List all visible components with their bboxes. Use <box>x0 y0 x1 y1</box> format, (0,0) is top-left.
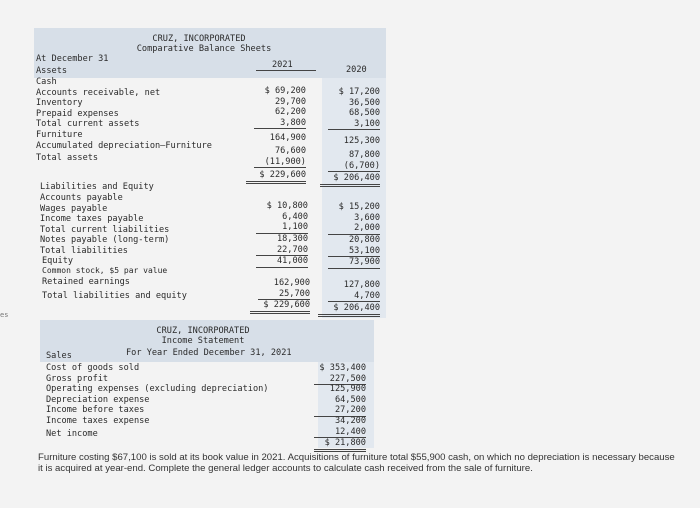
bs-row-label: Furniture <box>36 130 83 140</box>
is-value: 27,200 <box>314 405 366 417</box>
is-row-label: Sales <box>46 351 72 361</box>
bs-row-label: Accumulated depreciation—Furniture <box>36 140 212 151</box>
is-value: 34,200 <box>334 416 366 426</box>
bs-value-2020: $ 17,200 <box>338 87 380 97</box>
bs-col-2020: 2020 <box>346 65 367 75</box>
bs-value-2020: 73,900 <box>328 257 380 269</box>
is-value: 125,900 <box>329 384 366 395</box>
bs-value-2021: 164,900 <box>269 133 306 143</box>
bs-value-2021: 62,200 <box>274 107 306 118</box>
bs-row-label: Total current liabilities <box>40 224 170 235</box>
is-row-label: Operating expenses (excluding depreciation) <box>46 384 269 395</box>
is-value: 64,500 <box>334 394 366 405</box>
balance-sheet <box>34 28 386 318</box>
bs-value-2020: 53,100 <box>328 246 380 258</box>
is-row-label: Gross profit <box>46 373 109 384</box>
is-row-label: Depreciation expense <box>46 394 150 405</box>
bs-value-2020: 36,500 <box>348 97 380 108</box>
bs-row-label: Wages payable <box>40 203 108 214</box>
bs-assets-label: Assets <box>36 66 68 76</box>
bs-row-label: Notes payable (long-term) <box>40 235 170 246</box>
bs-row-label: Income taxes payable <box>40 214 144 225</box>
bs-value-2020: $ 15,200 <box>338 202 380 212</box>
bs-value-2021: $ 69,200 <box>264 86 306 96</box>
bs-value-2021: 18,300 <box>276 234 308 244</box>
income-statement <box>40 320 380 450</box>
bs-value-2021: 22,700 <box>256 245 308 257</box>
bs-value-2020: 4,700 <box>328 291 380 303</box>
is-value: $ 353,400 <box>319 363 366 373</box>
bs-value-2020: $ 206,400 <box>318 303 380 317</box>
bs-value-2020: 20,800 <box>348 235 380 245</box>
bs-value-2021: 25,700 <box>258 289 310 301</box>
bs-col-2021-rule <box>256 70 316 71</box>
bs-value-2021: $ 229,600 <box>250 300 310 314</box>
bs-value-2020: 3,100 <box>328 119 380 131</box>
bs-value-2020: 3,600 <box>354 212 380 223</box>
is-title: Income Statement <box>161 336 245 346</box>
is-row-label: Income before taxes <box>46 405 145 416</box>
is-row-label: Net income <box>46 429 98 439</box>
bs-value-2020: 127,800 <box>343 280 380 290</box>
is-company: CRUZ, INCORPORATED <box>156 326 250 336</box>
bs-title: Comparative Balance Sheets <box>136 44 272 54</box>
bs-value-2021: 41,000 <box>256 256 308 268</box>
is-value: $ 21,800 <box>314 438 366 452</box>
bs-value-2021: 29,700 <box>274 96 306 107</box>
bs-value-2021: 6,400 <box>282 211 308 222</box>
bs-value-2020: 125,300 <box>343 136 380 146</box>
bs-asset-2020 <box>34 87 386 193</box>
bs-row-label: Total liabilities <box>40 246 128 256</box>
bs-row-label: Inventory <box>36 98 83 109</box>
bs-value-2021: (11,900) <box>254 157 306 169</box>
bs-value-2021: 162,900 <box>273 278 310 288</box>
bs-row-label: Accounts payable <box>40 193 123 203</box>
is-value: 227,500 <box>314 374 366 386</box>
bs-row-label: Retained earnings <box>42 276 130 287</box>
bs-value-2021: 1,100 <box>256 222 308 234</box>
is-row-label: Income taxes expense <box>46 416 150 426</box>
is-value: 12,400 <box>314 427 366 439</box>
bs-value-2020: 2,000 <box>328 223 380 235</box>
bs-row-label: Total liabilities and equity <box>42 291 187 301</box>
bs-value-2021: 3,800 <box>254 118 306 130</box>
bs-row-label: Common stock, $5 par value <box>42 266 168 275</box>
problem-statement: Furniture costing $67,100 is sold at its book value in 2021. Acquisitions of furniture total $55,900 cash, on which no depreciation is necessary because it is acquired at year-end. Complete the general ledger accounts to calculate cash received from the sale of furniture. <box>38 452 675 475</box>
bs-row-label: Total current assets <box>36 119 140 130</box>
bs-value-2020: $ 206,400 <box>320 173 380 187</box>
bs-value-2020: (6,700) <box>328 161 380 173</box>
bs-col-2021: 2021 <box>272 60 293 70</box>
bs-row-label: Cash <box>36 77 57 87</box>
bs-liab-label: Liabilities and Equity <box>40 182 154 192</box>
margin-fragment: es <box>0 311 9 319</box>
is-row-label: Cost of goods sold <box>46 363 140 373</box>
is-period: For Year Ended December 31, 2021 <box>126 348 292 358</box>
bs-company: CRUZ, INCORPORATED <box>152 34 246 44</box>
bs-row-label: Prepaid expenses <box>36 108 119 119</box>
bs-value-2021: 76,600 <box>274 146 306 156</box>
bs-value-2021: $ 229,600 <box>246 170 306 184</box>
bs-value-2021: $ 10,800 <box>266 201 308 211</box>
bs-value-2020: 87,800 <box>348 150 380 160</box>
bs-date-label: At December 31 <box>36 54 109 64</box>
bs-value-2020: 68,500 <box>348 108 380 119</box>
bs-row-label: Total assets <box>36 153 99 163</box>
bs-row-label: Accounts receivable, net <box>36 87 161 98</box>
bs-equity-label: Equity <box>42 256 74 266</box>
